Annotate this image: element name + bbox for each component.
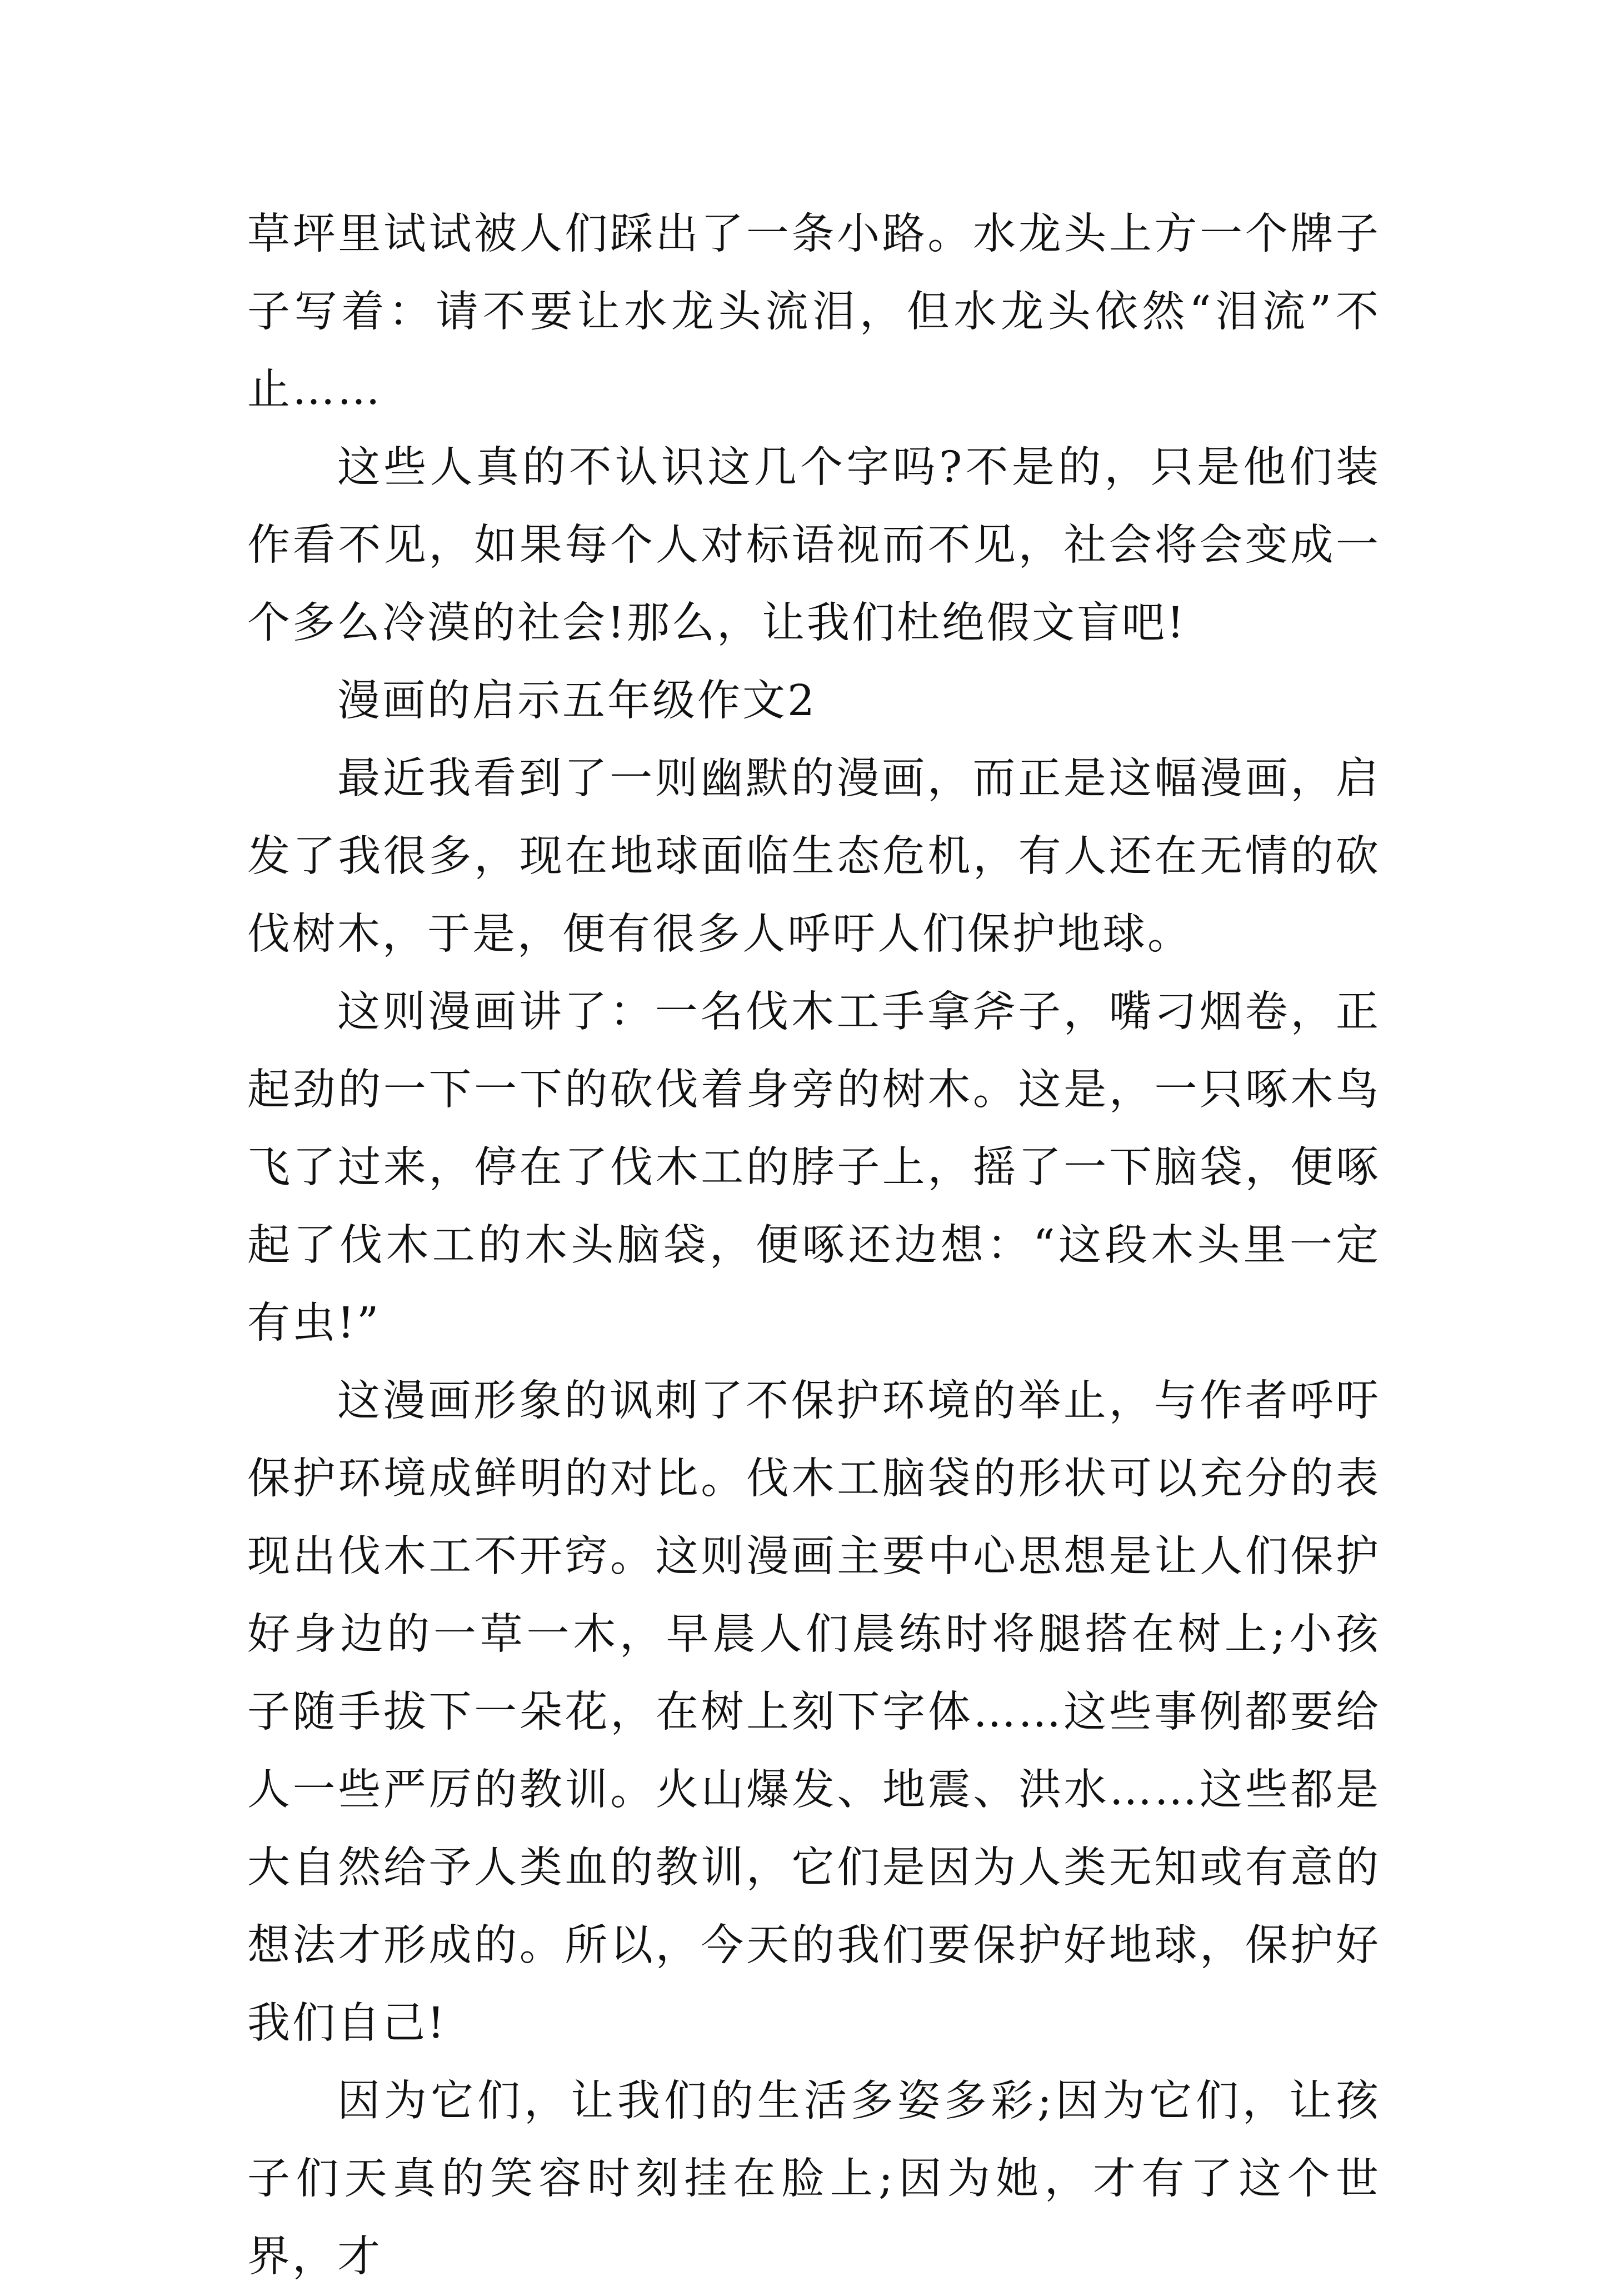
paragraph-2: 这些人真的不认识这几个字吗?不是的，只是他们装作看不见，如果每个人对标语视而不见，社会将会变成一个多么冷漠的社会!那么，让我们杜绝假文盲吧! [247, 443, 1381, 648]
paragraph-5: 这漫画形象的讽刺了不保护环境的举止，与作者呼吁保护环境成鲜明的对比。伐木工脑袋的形状可以充分的表现出伐木工不开窍。这则漫画主要中心思想是让人们保护好身边的一草一木，早晨人们晨练时将腿搭在树上;小孩子随手拔下一朵花，在树上刻下字体……这些事例都要给人一些严厉的教训。火山爆发、地震、洪水……这些都是大自然给予人类血的教训，它们是因为人类无知或有意的想法才形成的。所以，今天的我们要保护好地球，保护好我们自己! [247, 1376, 1381, 2048]
paragraph-6: 因为它们，让我们的生活多姿多彩;因为它们，让孩子们天真的笑容时刻挂在脸上;因为她，才有了这个世界，才 [247, 2077, 1381, 2282]
paragraph-4: 这则漫画讲了：一名伐木工手拿斧子，嘴刁烟卷，正起劲的一下一下的砍伐着身旁的树木。这是，一只啄木鸟飞了过来，停在了伐木工的脖子上，摇了一下脑袋，便啄起了伐木工的木头脑袋，便啄还边想：“这段木头里一定有虫!” [247, 987, 1381, 1348]
section-heading: 漫画的启示五年级作文2 [337, 676, 817, 726]
paragraph-3: 最近我看到了一则幽默的漫画，而正是这幅漫画，启发了我很多，现在地球面临生态危机，有人还在无情的砍伐树木，于是，便有很多人呼吁人们保护地球。 [247, 754, 1381, 959]
paragraph-1: 草坪里试试被人们踩出了一条小路。水龙头上方一个牌子子写着：请不要让水龙头流泪，但水龙头依然“泪流”不止…… [247, 209, 1381, 415]
document-body [247, 196, 1381, 2296]
